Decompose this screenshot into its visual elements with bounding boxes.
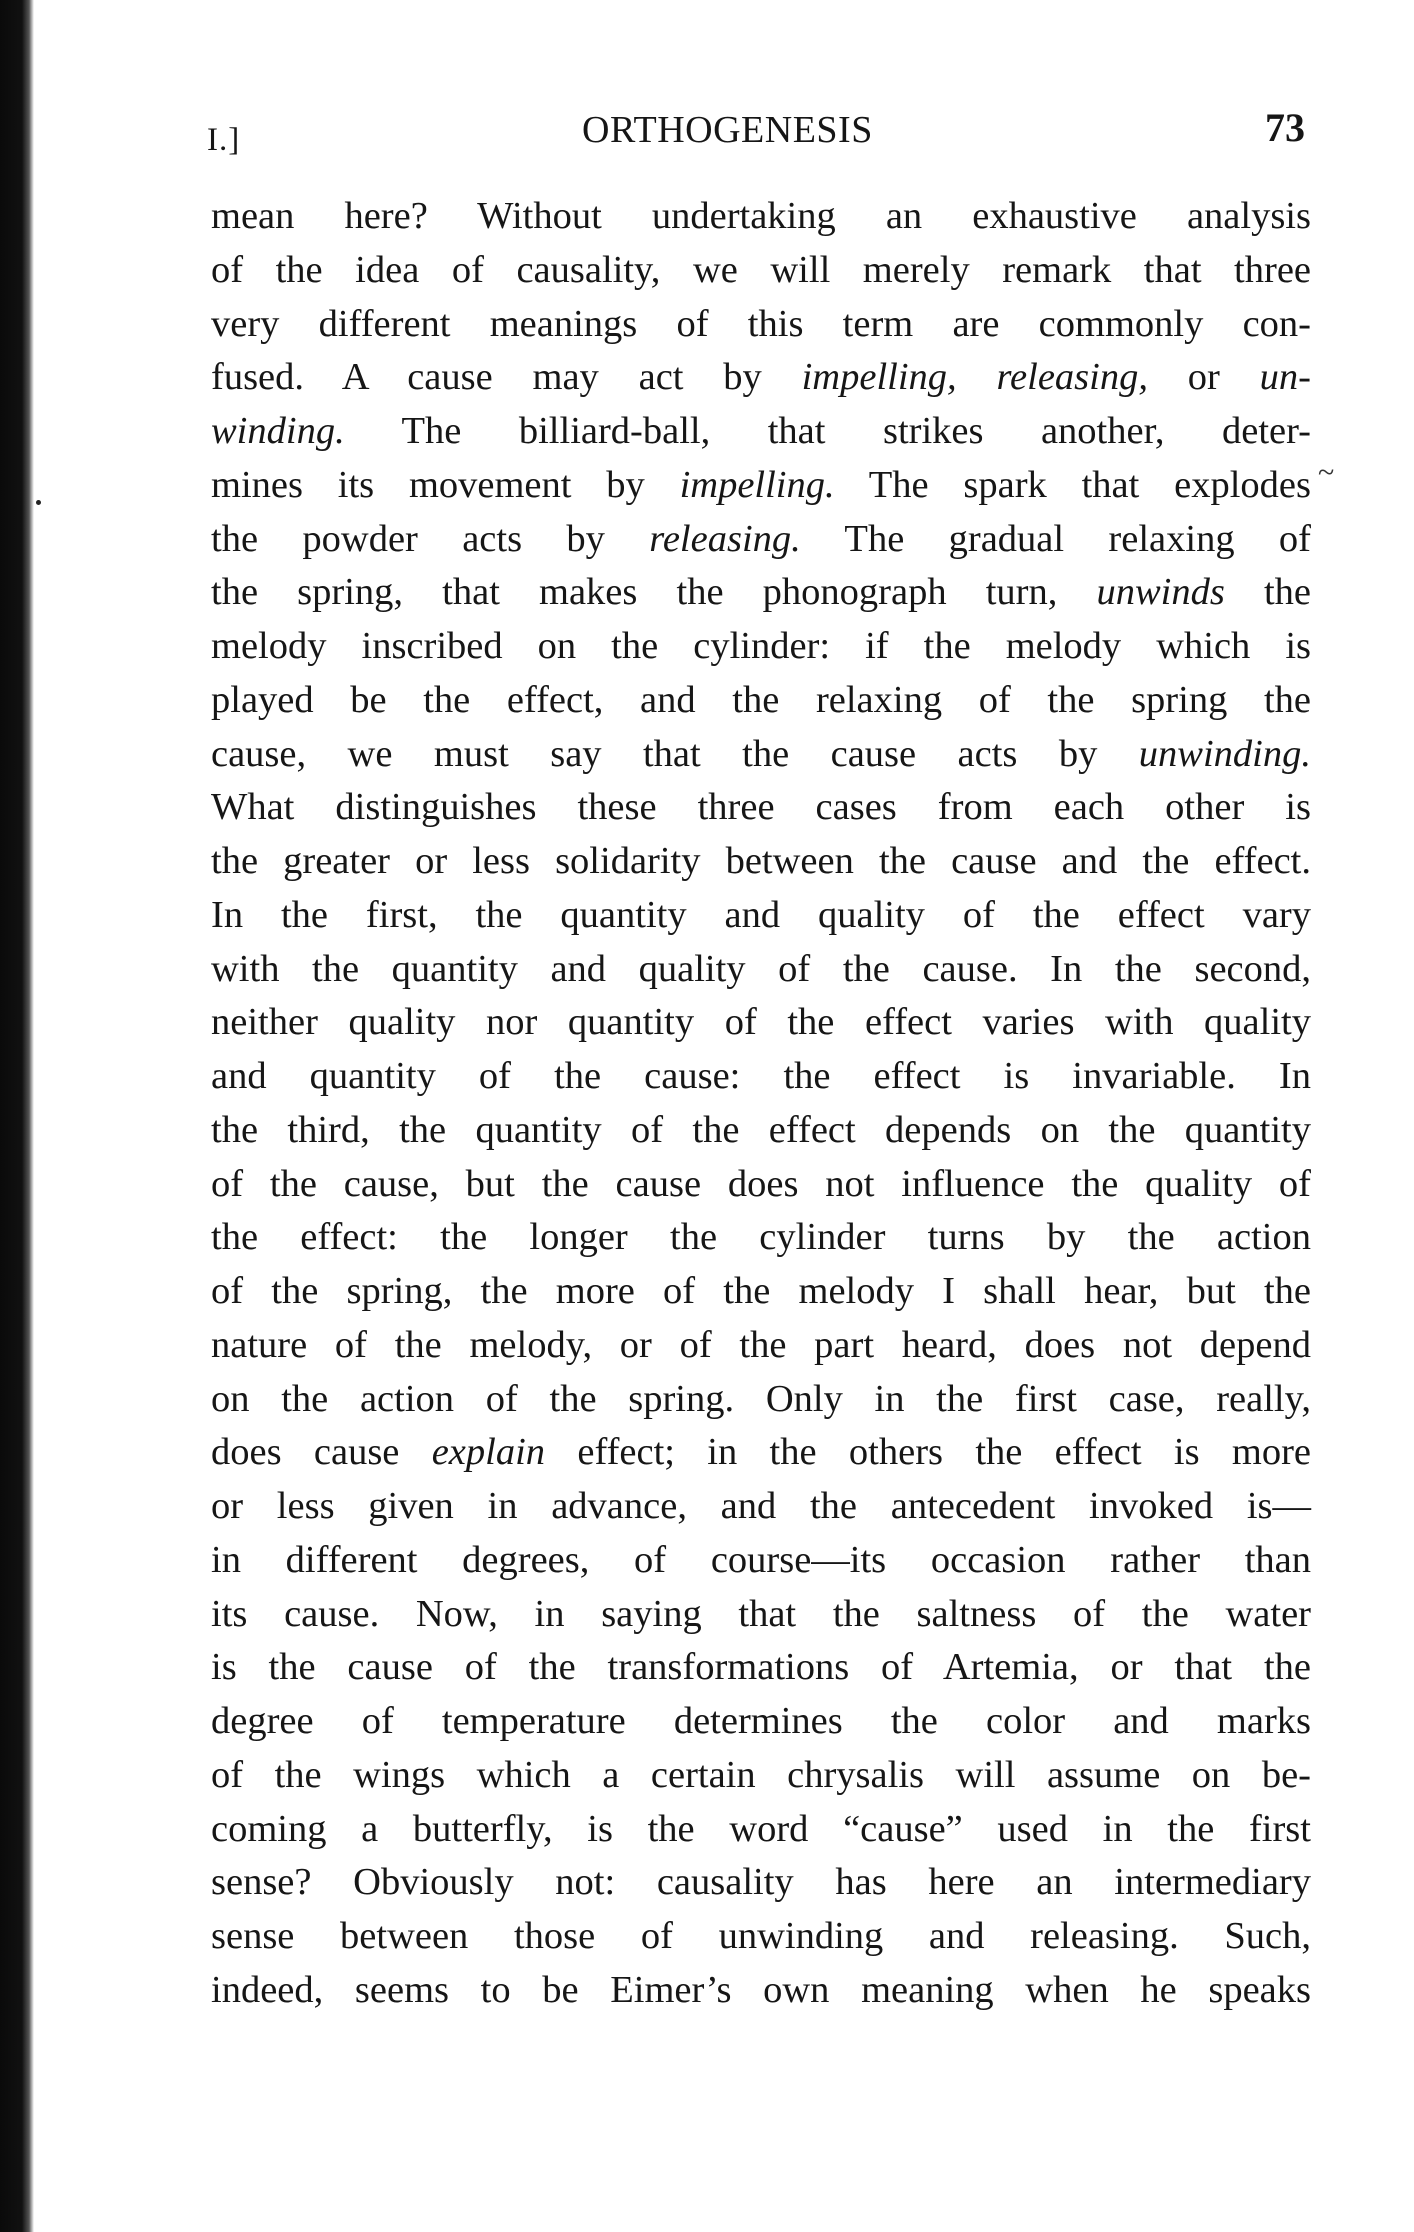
text-segment: of the cause, but the cause does not influence the quality of	[211, 1162, 1311, 1205]
text-segment: and quantity of the cause: the effect is invariable. In	[211, 1055, 1311, 1097]
text-line	[211, 1104, 1311, 1158]
text-line	[211, 1964, 1311, 2018]
text-segment: is the cause of the transformations of Artemia, or that the	[211, 1646, 1311, 1689]
margin-mark: ~	[1318, 456, 1335, 489]
text-line	[211, 1695, 1311, 1749]
text-line	[211, 943, 1311, 997]
italic-term: explain	[431, 1431, 546, 1474]
text-line	[211, 1749, 1311, 1803]
header-section-number: I.]	[207, 122, 241, 158]
page-number: 73	[1265, 105, 1305, 150]
italic-term: unwinding.	[1138, 732, 1311, 775]
running-header	[207, 104, 1317, 164]
text-segment: the effect: the longer the cylinder turns by the action	[211, 1216, 1311, 1259]
text-segment: degree of temperature determines the color and marks	[211, 1700, 1311, 1742]
text-segment: the powder acts by	[211, 517, 650, 560]
text-line	[211, 1534, 1311, 1588]
text-segment: nature of the melody, or of the part heard, does not depend	[211, 1323, 1311, 1366]
text-line	[211, 1910, 1311, 1964]
text-line	[211, 405, 1311, 459]
text-line	[211, 1641, 1311, 1695]
text-segment: of the idea of causality, we will merely remark that three	[211, 248, 1311, 291]
text-segment: sense between those of unwinding and releasing. Such,	[211, 1915, 1311, 1957]
text-line	[211, 1480, 1311, 1534]
text-segment: or	[1147, 356, 1260, 399]
text-segment: indeed, seems to be Eimer’s own meaning when he speaks	[211, 1968, 1311, 2011]
italic-term: impelling.	[679, 463, 835, 506]
text-line	[211, 1319, 1311, 1373]
text-line	[211, 1373, 1311, 1427]
text-line	[211, 513, 1311, 567]
text-segment: of the wings which a certain chrysalis will assume on be-	[211, 1753, 1311, 1796]
binding-edge	[0, 0, 34, 2232]
text-segment: does cause	[211, 1431, 432, 1474]
text-line	[211, 835, 1311, 889]
text-line	[211, 1803, 1311, 1857]
text-segment: mean here? Without undertaking an exhaustive analysis	[211, 195, 1311, 237]
italic-term: impelling, releasing,	[801, 356, 1148, 399]
binding-speck	[36, 500, 41, 505]
text-segment: The gradual relaxing of	[800, 517, 1311, 560]
text-line	[211, 459, 1311, 513]
text-line	[211, 1426, 1311, 1480]
text-segment: effect; in the others the effect is more	[545, 1431, 1311, 1474]
text-segment: fused. A cause may act by	[211, 356, 802, 399]
text-segment: of the spring, the more of the melody I shall hear, but the	[211, 1270, 1311, 1312]
text-segment: What distinguishes these three cases from each other is	[211, 786, 1311, 829]
italic-term: unwinds	[1096, 571, 1225, 614]
text-segment: sense? Obviously not: causality has here an intermediary	[211, 1861, 1311, 1904]
text-segment: the	[1224, 571, 1311, 614]
header-title: ORTHOGENESIS	[582, 109, 873, 151]
text-segment: The billiard-ball, that strikes another, deter-	[344, 410, 1311, 452]
text-segment: neither quality nor quantity of the effect varies with quality	[211, 1001, 1311, 1044]
text-segment: with the quantity and quality of the cause. In the second,	[211, 947, 1311, 990]
text-line	[211, 1211, 1311, 1265]
text-line	[211, 674, 1311, 728]
text-line	[211, 1588, 1311, 1642]
body-text	[211, 190, 1311, 2018]
text-segment: very different meanings of this term are commonly con-	[211, 302, 1311, 345]
text-segment: mines its movement by	[211, 463, 680, 506]
text-line	[211, 620, 1311, 674]
text-segment: its cause. Now, in saying that the saltness of the water	[211, 1592, 1311, 1635]
text-line	[211, 566, 1311, 620]
text-line	[211, 244, 1311, 298]
text-segment: on the action of the spring. Only in the first case, really,	[211, 1377, 1311, 1420]
text-line	[211, 728, 1311, 782]
text-line	[211, 1856, 1311, 1910]
italic-term: releasing.	[649, 517, 801, 560]
italic-term: un-	[1259, 356, 1311, 399]
text-line	[211, 298, 1311, 352]
text-segment: the greater or less solidarity between the cause and the effect.	[211, 840, 1311, 882]
text-segment: played be the effect, and the relaxing of the spring the	[211, 678, 1311, 721]
text-line	[211, 351, 1311, 405]
text-segment: The spark that explodes	[834, 463, 1311, 506]
text-line	[211, 190, 1311, 244]
text-line	[211, 1050, 1311, 1104]
italic-term: winding.	[211, 410, 345, 452]
text-segment: cause, we must say that the cause acts by	[211, 732, 1139, 775]
text-segment: the spring, that makes the phonograph turn,	[211, 571, 1097, 614]
text-segment: the third, the quantity of the effect depends on the quantity	[211, 1108, 1311, 1151]
text-segment: or less given in advance, and the antecedent invoked is—	[211, 1485, 1311, 1527]
text-segment: In the first, the quantity and quality of the effect vary	[211, 893, 1311, 936]
text-line	[211, 781, 1311, 835]
text-segment: coming a butterfly, is the word “cause” used in the first	[211, 1807, 1311, 1850]
text-line	[211, 996, 1311, 1050]
text-segment: in different degrees, of course—its occasion rather than	[211, 1538, 1311, 1581]
text-line	[211, 1265, 1311, 1319]
text-line	[211, 889, 1311, 943]
text-segment: melody inscribed on the cylinder: if the melody which is	[211, 625, 1311, 667]
text-line	[211, 1158, 1311, 1212]
